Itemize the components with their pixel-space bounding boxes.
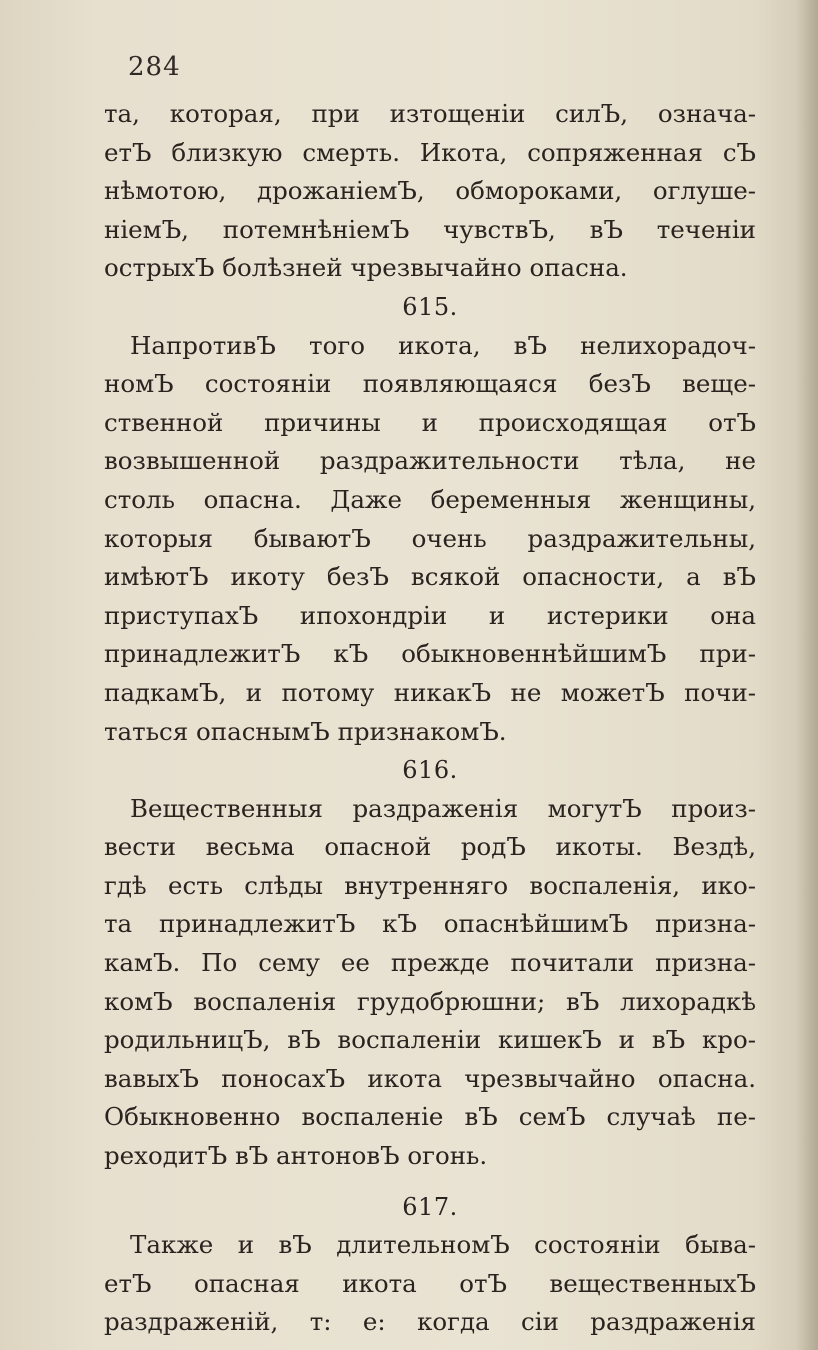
text-line: гдѣ есть слѣды внутренняго воспаленiя, ико- [104, 870, 756, 900]
text-line: падкамЪ, и потому никакЪ не можетЪ почи- [104, 677, 756, 707]
text-line: камЪ. По сему ее прежде почитали призна- [104, 948, 756, 978]
paragraph-number: 617. [402, 1192, 458, 1221]
text-line: та, которая, при изтощенiи силЪ, означа- [104, 99, 756, 128]
text-line: приступахЪ ипохондрiи и истерики она [104, 600, 756, 630]
text-line: нѣмотою, дрожанiемЪ, обмороками, оглуше- [104, 176, 756, 206]
text-line: принадлежитЪ кЪ обыкновеннѣйшимЪ при- [104, 639, 756, 669]
text-line: номЪ состоянiи появляющаяся безЪ веще- [104, 369, 756, 399]
paragraph-number: 615. [402, 292, 458, 321]
text-line: реходитЪ вЪ антоновЪ огонь. [104, 1141, 488, 1171]
text-line: острыхЪ болѣзней чрезвычайно опасна. [104, 253, 628, 283]
paragraph-number: 616. [402, 756, 458, 785]
text-line: Вещественныя раздраженiя могутЪ произ- [130, 793, 756, 823]
text-line: которыя бываютЪ очень раздражительны, [104, 523, 756, 553]
text-line: вавыхЪ поносахЪ икота чрезвычайно опасна. [104, 1063, 756, 1093]
text-line: та принадлежитЪ кЪ опаснѣйшимЪ призна- [104, 909, 756, 939]
text-line: НапротивЪ того икота, вЪ нелихорадоч- [130, 330, 756, 360]
text-line: родильницЪ, вЪ воспаленiи кишекЪ и вЪ кро- [104, 1025, 756, 1055]
text-line: Также и вЪ длительномЪ состоянiи быва- [130, 1230, 756, 1260]
page-number: 284 [128, 52, 181, 82]
text-line: таться опаснымЪ признакомЪ. [104, 716, 507, 746]
text-line: Обыкновенно воспаленiе вЪ семЪ случаѣ пе- [104, 1102, 756, 1132]
text-line: етЪ близкую смерть. Икота, сопряженная сЪ [104, 137, 756, 167]
text-line: нiемЪ, потемнѣнiемЪ чувствЪ, вЪ теченiи [104, 214, 756, 244]
text-line: вести весьма опасной родЪ икоты. Вездѣ, [104, 832, 756, 862]
text-line: имѣютЪ икоту безЪ всякой опасности, а вЪ [104, 562, 756, 592]
page-edge-shadow [796, 0, 818, 1350]
text-line: комЪ воспаленiя грудобрюшни; вЪ лихорадкѣ [104, 986, 756, 1016]
text-line: етЪ опасная икота отЪ вещественныхЪ [104, 1268, 756, 1298]
text-line: раздраженiй, т: е: когда сiи раздраженiя [104, 1307, 756, 1337]
text-line: ственной причины и происходящая отЪ [104, 407, 756, 437]
text-line: столь опасна. Даже беременныя женщины, [104, 484, 756, 514]
text-line: возвышенной раздражительности тѣла, не [104, 446, 756, 476]
body-text [104, 95, 756, 1342]
